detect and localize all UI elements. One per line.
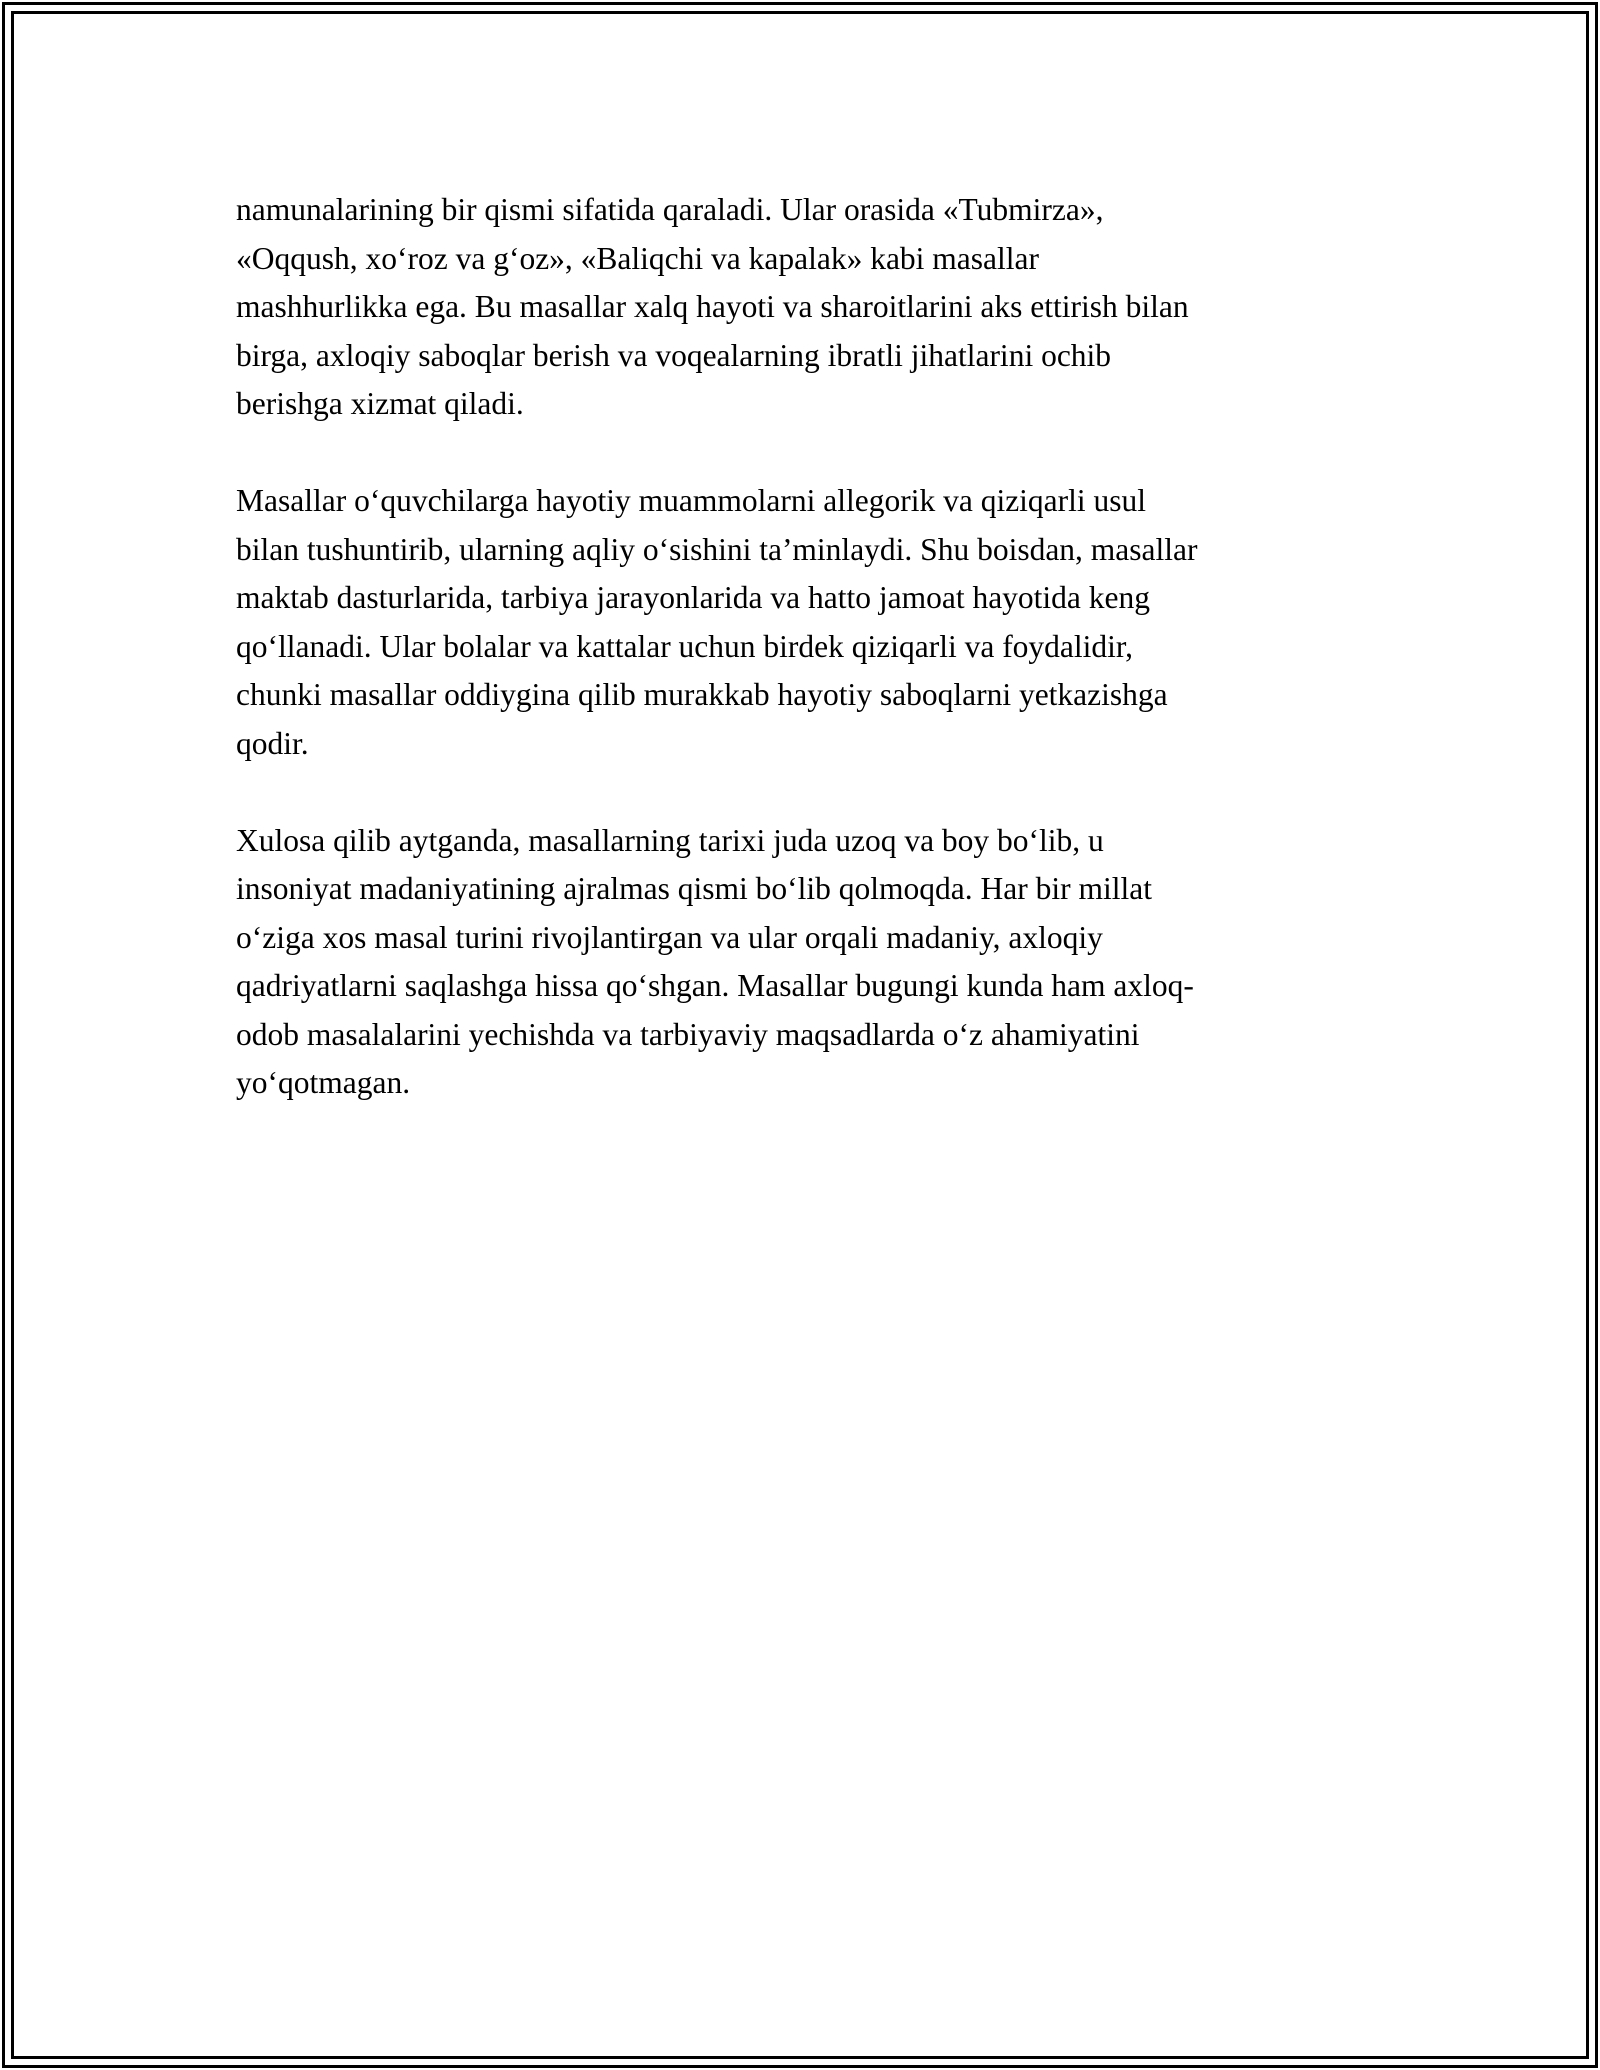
paragraph-1 xyxy=(236,186,1366,429)
document-body xyxy=(236,186,1366,1156)
text-line: berishga xizmat qiladi. xyxy=(236,386,524,421)
text-line: birga, axloqiy saboqlar berish va voqealarning ibratli jihatlarini ochib xyxy=(236,337,1112,373)
paragraph-3 xyxy=(236,817,1366,1108)
text-line: namunalarining bir qismi sifatida qaraladi. Ular orasida «Tubmirza», xyxy=(236,192,1104,227)
text-line: «Oqqush, xo‘roz va g‘oz», «Baliqchi va kapalak» kabi masallar xyxy=(236,240,1040,276)
text-line: chunki masallar oddiygina qilib murakkab hayotiy saboqlarni yetkazishga xyxy=(236,677,1168,712)
text-line: qodir. xyxy=(236,725,309,761)
text-line: insoniyat madaniyatining ajralmas qismi bo‘lib qolmoqda. Har bir millat xyxy=(236,871,1152,906)
paragraph-2 xyxy=(236,477,1366,768)
text-line: qadriyatlarni saqlashga hissa qo‘shgan. Masallar bugungi kunda ham axloq- xyxy=(236,968,1194,1003)
text-line: maktab dasturlarida, tarbiya jarayonlarida va hatto jamoat hayotida keng xyxy=(236,580,1151,615)
text-line: qo‘llanadi. Ular bolalar va kattalar uchun birdek qiziqarli va foydalidir, xyxy=(236,628,1134,664)
text-line: o‘ziga xos masal turini rivojlantirgan va ular orqali madaniy, axloqiy xyxy=(236,919,1103,955)
text-line: Masallar o‘quvchilarga hayotiy muammolarni allegorik va qiziqarli usul xyxy=(236,483,1147,518)
text-line: yo‘qotmagan. xyxy=(236,1065,411,1100)
text-line: odob masalalarini yechishda va tarbiyaviy maqsadlarda o‘z ahamiyatini xyxy=(236,1016,1140,1052)
text-line: bilan tushuntirib, ularning aqliy o‘sishini ta’minlaydi. Shu boisdan, masallar xyxy=(236,531,1198,567)
text-line: Xulosa qilib aytganda, masallarning tarixi juda uzoq va boy bo‘lib, u xyxy=(236,822,1104,858)
text-line: mashhurlikka ega. Bu masallar xalq hayoti va sharoitlarini aks ettirish bilan xyxy=(236,289,1189,324)
